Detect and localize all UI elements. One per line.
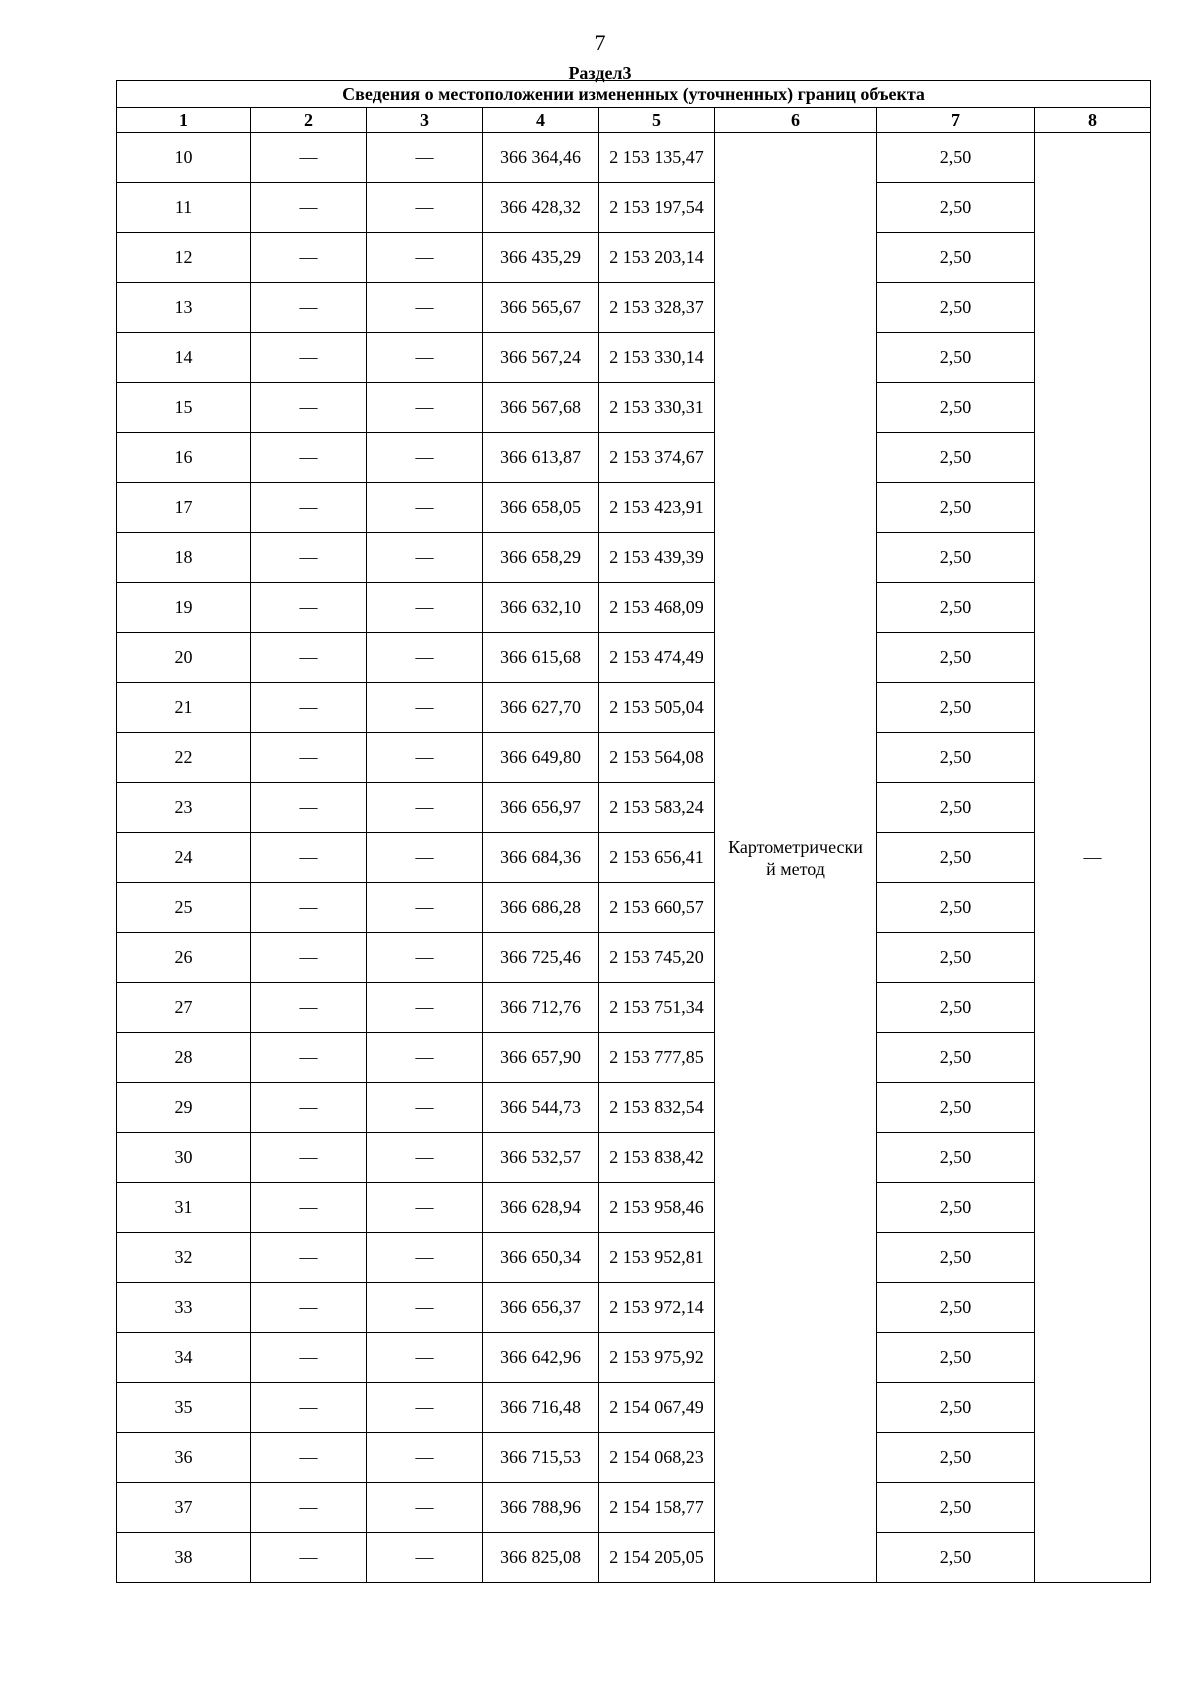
col2-cell: —: [251, 383, 367, 433]
coord-x-cell: 366 656,97: [483, 783, 599, 833]
coord-x-cell: 366 435,29: [483, 233, 599, 283]
accuracy-cell: 2,50: [877, 1033, 1035, 1083]
accuracy-cell: 2,50: [877, 583, 1035, 633]
col2-cell: —: [251, 1233, 367, 1283]
coord-y-cell: 2 153 197,54: [599, 183, 715, 233]
table-row: [117, 1333, 1151, 1383]
col3-cell: —: [367, 1033, 483, 1083]
table-row: [117, 283, 1151, 333]
point-number-cell: 19: [117, 583, 251, 633]
col2-cell: —: [251, 533, 367, 583]
coord-y-cell: 2 153 330,14: [599, 333, 715, 383]
col3-cell: —: [367, 533, 483, 583]
column-number: 7: [877, 108, 1035, 133]
col2-cell: —: [251, 1133, 367, 1183]
coord-y-cell: 2 153 952,81: [599, 1233, 715, 1283]
coord-x-cell: 366 658,05: [483, 483, 599, 533]
col3-cell: —: [367, 1383, 483, 1433]
col3-cell: —: [367, 333, 483, 383]
coord-y-cell: 2 153 564,08: [599, 733, 715, 783]
col2-cell: —: [251, 583, 367, 633]
coord-y-cell: 2 153 135,47: [599, 133, 715, 183]
point-number-cell: 15: [117, 383, 251, 433]
column-number: 5: [599, 108, 715, 133]
col3-cell: —: [367, 1083, 483, 1133]
col2-cell: —: [251, 683, 367, 733]
table-title: Сведения о местоположении измененных (уточненных) границ объекта: [117, 81, 1151, 108]
coord-x-cell: 366 613,87: [483, 433, 599, 483]
accuracy-cell: 2,50: [877, 133, 1035, 183]
table-row: [117, 333, 1151, 383]
column-number: 8: [1035, 108, 1151, 133]
table-row: [117, 933, 1151, 983]
coord-x-cell: 366 627,70: [483, 683, 599, 733]
point-number-cell: 30: [117, 1133, 251, 1183]
col3-cell: —: [367, 1233, 483, 1283]
table-row: [117, 1033, 1151, 1083]
col3-cell: —: [367, 183, 483, 233]
col2-cell: —: [251, 983, 367, 1033]
section-label: Раздел3: [568, 63, 632, 83]
coord-x-cell: 366 649,80: [483, 733, 599, 783]
col2-cell: —: [251, 1433, 367, 1483]
col3-cell: —: [367, 1433, 483, 1483]
boundary-table: [116, 80, 1151, 1583]
point-number-cell: 27: [117, 983, 251, 1033]
point-number-cell: 36: [117, 1433, 251, 1483]
table-row: [117, 1533, 1151, 1583]
coord-y-cell: 2 153 374,67: [599, 433, 715, 483]
col3-cell: —: [367, 283, 483, 333]
coord-y-cell: 2 153 660,57: [599, 883, 715, 933]
point-number-cell: 10: [117, 133, 251, 183]
accuracy-cell: 2,50: [877, 833, 1035, 883]
table-row: [117, 233, 1151, 283]
coord-y-cell: 2 153 468,09: [599, 583, 715, 633]
col3-cell: —: [367, 1533, 483, 1583]
table-row: [117, 1483, 1151, 1533]
point-number-cell: 17: [117, 483, 251, 533]
point-number-cell: 11: [117, 183, 251, 233]
coord-y-cell: 2 153 583,24: [599, 783, 715, 833]
col3-cell: —: [367, 1283, 483, 1333]
col2-cell: —: [251, 1333, 367, 1383]
point-number-cell: 12: [117, 233, 251, 283]
accuracy-cell: 2,50: [877, 1333, 1035, 1383]
col2-cell: —: [251, 1033, 367, 1083]
col2-cell: —: [251, 833, 367, 883]
table-row: [117, 1233, 1151, 1283]
accuracy-cell: 2,50: [877, 1433, 1035, 1483]
col2-cell: —: [251, 733, 367, 783]
accuracy-cell: 2,50: [877, 633, 1035, 683]
accuracy-cell: 2,50: [877, 1283, 1035, 1333]
coord-x-cell: 366 567,68: [483, 383, 599, 433]
coord-y-cell: 2 153 777,85: [599, 1033, 715, 1083]
accuracy-cell: 2,50: [877, 533, 1035, 583]
table-row: [117, 583, 1151, 633]
column-number: 1: [117, 108, 251, 133]
col3-cell: —: [367, 433, 483, 483]
table-row: [117, 383, 1151, 433]
col2-cell: —: [251, 783, 367, 833]
table-row: [117, 983, 1151, 1033]
coord-x-cell: 366 532,57: [483, 1133, 599, 1183]
coord-x-cell: 366 686,28: [483, 883, 599, 933]
table-row: [117, 633, 1151, 683]
col2-cell: —: [251, 233, 367, 283]
table-row: [117, 433, 1151, 483]
table-row: [117, 133, 1151, 183]
col3-cell: —: [367, 1483, 483, 1533]
coord-x-cell: 366 725,46: [483, 933, 599, 983]
coord-x-cell: 366 788,96: [483, 1483, 599, 1533]
coord-y-cell: 2 153 975,92: [599, 1333, 715, 1383]
coord-x-cell: 366 632,10: [483, 583, 599, 633]
col3-cell: —: [367, 783, 483, 833]
table-row: [117, 833, 1151, 883]
accuracy-cell: 2,50: [877, 933, 1035, 983]
coord-y-cell: 2 153 656,41: [599, 833, 715, 883]
column-number: 2: [251, 108, 367, 133]
col3-cell: —: [367, 833, 483, 883]
coord-y-cell: 2 153 505,04: [599, 683, 715, 733]
coord-x-cell: 366 567,24: [483, 333, 599, 383]
col2-cell: —: [251, 1383, 367, 1433]
coord-x-cell: 366 712,76: [483, 983, 599, 1033]
coord-x-cell: 366 650,34: [483, 1233, 599, 1283]
table-row: [117, 733, 1151, 783]
table-row: [117, 1183, 1151, 1233]
coord-y-cell: 2 154 067,49: [599, 1383, 715, 1433]
accuracy-cell: 2,50: [877, 183, 1035, 233]
col2-cell: —: [251, 133, 367, 183]
col3-cell: —: [367, 383, 483, 433]
accuracy-cell: 2,50: [877, 683, 1035, 733]
col8-cell: —: [1035, 133, 1151, 1583]
accuracy-cell: 2,50: [877, 233, 1035, 283]
col3-cell: —: [367, 133, 483, 183]
point-number-cell: 31: [117, 1183, 251, 1233]
col2-cell: —: [251, 933, 367, 983]
accuracy-cell: 2,50: [877, 1533, 1035, 1583]
col3-cell: —: [367, 883, 483, 933]
col2-cell: —: [251, 633, 367, 683]
coord-y-cell: 2 154 158,77: [599, 1483, 715, 1533]
column-number-row: [117, 108, 1151, 133]
method-line: й метод: [766, 858, 825, 879]
point-number-cell: 37: [117, 1483, 251, 1533]
coord-x-cell: 366 364,46: [483, 133, 599, 183]
coord-x-cell: 366 565,67: [483, 283, 599, 333]
col2-cell: —: [251, 483, 367, 533]
col3-cell: —: [367, 633, 483, 683]
point-number-cell: 18: [117, 533, 251, 583]
point-number-cell: 26: [117, 933, 251, 983]
point-number-cell: 22: [117, 733, 251, 783]
accuracy-cell: 2,50: [877, 433, 1035, 483]
coord-y-cell: 2 153 958,46: [599, 1183, 715, 1233]
col2-cell: —: [251, 433, 367, 483]
table-row: [117, 1083, 1151, 1133]
coord-y-cell: 2 153 745,20: [599, 933, 715, 983]
accuracy-cell: 2,50: [877, 283, 1035, 333]
coord-y-cell: 2 154 068,23: [599, 1433, 715, 1483]
accuracy-cell: 2,50: [877, 333, 1035, 383]
coord-y-cell: 2 153 832,54: [599, 1083, 715, 1133]
accuracy-cell: 2,50: [877, 883, 1035, 933]
table-row: [117, 533, 1151, 583]
coord-x-cell: 366 656,37: [483, 1283, 599, 1333]
table-body: [117, 133, 1151, 1583]
coord-x-cell: 366 428,32: [483, 183, 599, 233]
coord-x-cell: 366 657,90: [483, 1033, 599, 1083]
point-number-cell: 34: [117, 1333, 251, 1383]
accuracy-cell: 2,50: [877, 383, 1035, 433]
accuracy-cell: 2,50: [877, 1083, 1035, 1133]
accuracy-cell: 2,50: [877, 733, 1035, 783]
accuracy-cell: 2,50: [877, 783, 1035, 833]
table-row: [117, 883, 1151, 933]
col3-cell: —: [367, 483, 483, 533]
table-row: [117, 483, 1151, 533]
col3-cell: —: [367, 233, 483, 283]
col2-cell: —: [251, 1483, 367, 1533]
coord-x-cell: 366 642,96: [483, 1333, 599, 1383]
coord-x-cell: 366 544,73: [483, 1083, 599, 1133]
coord-x-cell: 366 628,94: [483, 1183, 599, 1233]
coord-x-cell: 366 716,48: [483, 1383, 599, 1433]
table-row: [117, 183, 1151, 233]
point-number-cell: 32: [117, 1233, 251, 1283]
coord-x-cell: 366 715,53: [483, 1433, 599, 1483]
accuracy-cell: 2,50: [877, 1483, 1035, 1533]
col2-cell: —: [251, 1083, 367, 1133]
column-number: 3: [367, 108, 483, 133]
col2-cell: —: [251, 1533, 367, 1583]
column-number: 4: [483, 108, 599, 133]
coord-x-cell: 366 658,29: [483, 533, 599, 583]
column-number: 6: [715, 108, 877, 133]
accuracy-cell: 2,50: [877, 1133, 1035, 1183]
col2-cell: —: [251, 333, 367, 383]
col2-cell: —: [251, 883, 367, 933]
col2-cell: —: [251, 283, 367, 333]
method-cell: [715, 133, 877, 1583]
point-number-cell: 13: [117, 283, 251, 333]
col3-cell: —: [367, 933, 483, 983]
point-number-cell: 21: [117, 683, 251, 733]
coord-y-cell: 2 153 330,31: [599, 383, 715, 433]
point-number-cell: 16: [117, 433, 251, 483]
coord-y-cell: 2 153 474,49: [599, 633, 715, 683]
col3-cell: —: [367, 733, 483, 783]
coord-x-cell: 366 615,68: [483, 633, 599, 683]
coord-y-cell: 2 153 439,39: [599, 533, 715, 583]
coord-x-cell: 366 825,08: [483, 1533, 599, 1583]
point-number-cell: 20: [117, 633, 251, 683]
table-row: [117, 1133, 1151, 1183]
col3-cell: —: [367, 1333, 483, 1383]
accuracy-cell: 2,50: [877, 983, 1035, 1033]
col3-cell: —: [367, 1183, 483, 1233]
accuracy-cell: 2,50: [877, 1233, 1035, 1283]
coord-y-cell: 2 153 838,42: [599, 1133, 715, 1183]
point-number-cell: 28: [117, 1033, 251, 1083]
col2-cell: —: [251, 1283, 367, 1333]
accuracy-cell: 2,50: [877, 1383, 1035, 1433]
accuracy-cell: 2,50: [877, 483, 1035, 533]
point-number-cell: 29: [117, 1083, 251, 1133]
point-number-cell: 23: [117, 783, 251, 833]
table-row: [117, 1383, 1151, 1433]
coord-y-cell: 2 153 328,37: [599, 283, 715, 333]
table-row: [117, 1283, 1151, 1333]
coord-y-cell: 2 153 972,14: [599, 1283, 715, 1333]
coord-y-cell: 2 154 205,05: [599, 1533, 715, 1583]
table-row: [117, 1433, 1151, 1483]
point-number-cell: 25: [117, 883, 251, 933]
point-number-cell: 38: [117, 1533, 251, 1583]
point-number-cell: 14: [117, 333, 251, 383]
col3-cell: —: [367, 983, 483, 1033]
table-row: [117, 783, 1151, 833]
accuracy-cell: 2,50: [877, 1183, 1035, 1233]
col3-cell: —: [367, 683, 483, 733]
point-number-cell: 35: [117, 1383, 251, 1433]
point-number-cell: 33: [117, 1283, 251, 1333]
page-number: 7: [594, 30, 606, 55]
col3-cell: —: [367, 1133, 483, 1183]
col2-cell: —: [251, 1183, 367, 1233]
coord-y-cell: 2 153 423,91: [599, 483, 715, 533]
point-number-cell: 24: [117, 833, 251, 883]
col2-cell: —: [251, 183, 367, 233]
col3-cell: —: [367, 583, 483, 633]
coord-y-cell: 2 153 203,14: [599, 233, 715, 283]
method-line: Картометрически: [728, 836, 863, 857]
table-row: [117, 683, 1151, 733]
coord-y-cell: 2 153 751,34: [599, 983, 715, 1033]
coord-x-cell: 366 684,36: [483, 833, 599, 883]
